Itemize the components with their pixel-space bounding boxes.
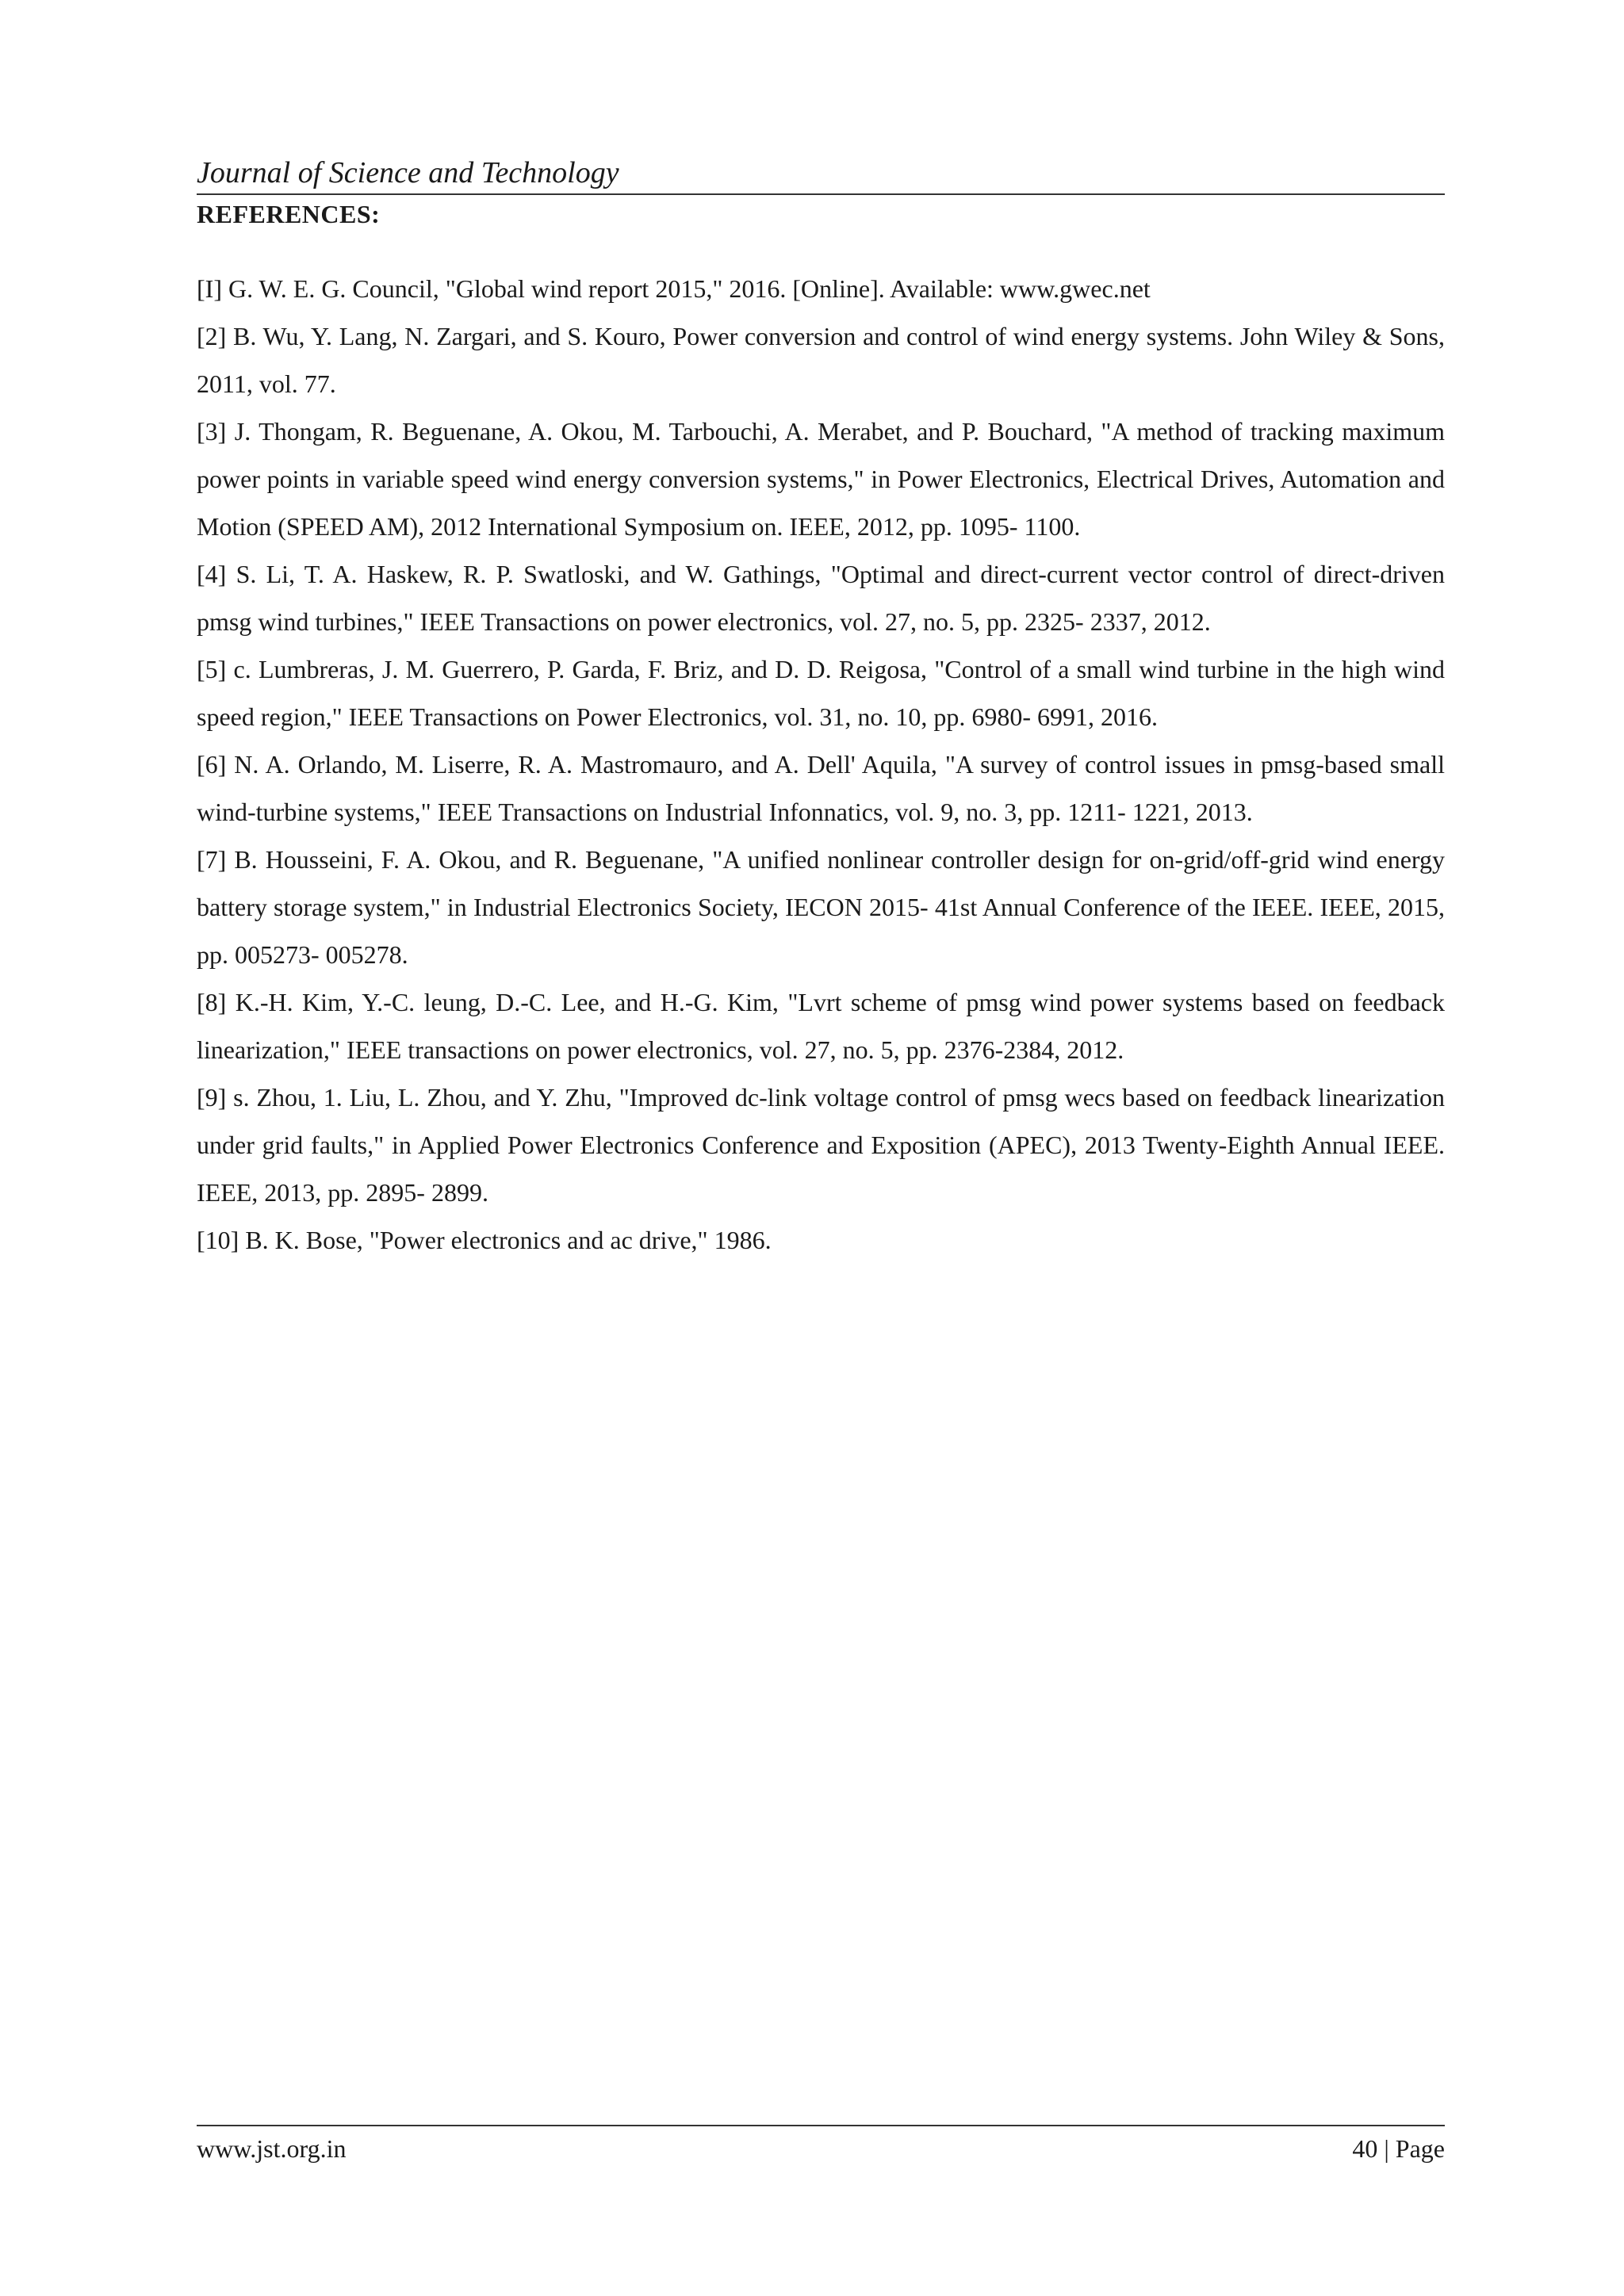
reference-item: [9] s. Zhou, 1. Liu, L. Zhou, and Y. Zhu, "Improved dc-link voltage control of pmsg wecs based on feedback linearization under grid faults," in Applied Power Electronics Conference and Exposition (APEC), 2013 Twenty-Eighth Annual IEEE. IEEE, 2013, pp. 2895- 2899. <box>197 1083 1445 1207</box>
journal-title: Journal of Science and Technology <box>197 156 619 189</box>
reference-item: [I] G. W. E. G. Council, "Global wind report 2015," 2016. [Online]. Available: www.gwec.net <box>197 274 1151 303</box>
reference-list <box>197 265 1445 1264</box>
reference-item: [8] K.-H. Kim, Y.-C. leung, D.-C. Lee, and H.-G. Kim, "Lvrt scheme of pmsg wind power systems based on feedback linearization," IEEE transactions on power electronics, vol. 27, no. 5, pp. 2376-2384, 2012. <box>197 988 1445 1064</box>
reference-item: [3] J. Thongam, R. Beguenane, A. Okou, M. Tarbouchi, A. Merabet, and P. Bouchard, "A method of tracking maximum power points in variable speed wind energy conversion systems," in Power Electronics, Electrical Drives, Automation and Motion (SPEED AM), 2012 International Symposium on. IEEE, 2012, pp. 1095- 1100. <box>197 417 1445 541</box>
page-number: 40 | Page <box>1352 2134 1445 2163</box>
reference-item: [5] c. Lumbreras, J. M. Guerrero, P. Garda, F. Briz, and D. D. Reigosa, "Control of a small wind turbine in the high wind speed region," IEEE Transactions on Power Electronics, vol. 31, no. 10, pp. 6980- 6991, 2016. <box>197 655 1445 731</box>
reference-item: [7] B. Housseini, F. A. Okou, and R. Beguenane, "A unified nonlinear controller design for on-grid/off-grid wind energy battery storage system," in Industrial Electronics Society, IECON 2015- 41st Annual Conference of the IEEE. IEEE, 2015, pp. 005273- 005278. <box>197 845 1445 969</box>
reference-item: [4] S. Li, T. A. Haskew, R. P. Swatloski, and W. Gathings, "Optimal and direct-current vector control of direct-driven pmsg wind turbines," IEEE Transactions on power electronics, vol. 27, no. 5, pp. 2325- 2337, 2012. <box>197 560 1445 636</box>
footer-website: www.jst.org.in <box>197 2134 347 2163</box>
page-footer <box>197 2125 1445 2163</box>
reference-item: [2] B. Wu, Y. Lang, N. Zargari, and S. Kouro, Power conversion and control of wind energy systems. John Wiley & Sons, 2011, vol. 77. <box>197 322 1445 398</box>
references-heading: REFERENCES: <box>197 200 381 228</box>
reference-item: [6] N. A. Orlando, M. Liserre, R. A. Mastromauro, and A. Dell' Aquila, "A survey of control issues in pmsg-based small wind-turbine systems," IEEE Transactions on Industrial Infonnatics, vol. 9, no. 3, pp. 1211- 1221, 2013. <box>197 750 1445 826</box>
running-header <box>197 155 1445 195</box>
reference-item: [10] B. K. Bose, "Power electronics and ac drive," 1986. <box>197 1226 772 1254</box>
